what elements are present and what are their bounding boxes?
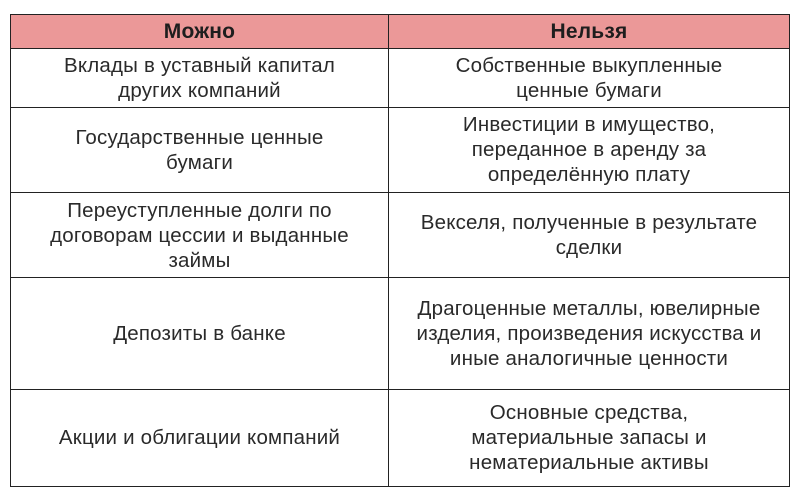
table-header-row xyxy=(11,15,790,49)
table-row xyxy=(11,278,790,390)
cell-cannot-text: Основные средства, материальные запасы и нематериальные активы xyxy=(469,401,709,475)
table-row xyxy=(11,389,790,486)
cell-can-text: Акции и облигации компаний xyxy=(58,426,341,450)
cell-can-text: Государственные ценные бумаги xyxy=(75,125,324,174)
cell-cannot-text: Инвестиции в имущество, переданное в аренду за определённую плату xyxy=(462,113,716,187)
cell-can-text: Вклады в уставный капитал других компаний xyxy=(63,53,336,102)
cell-cannot xyxy=(389,278,790,390)
comparison-table xyxy=(10,14,790,487)
cell-can xyxy=(11,192,389,277)
table-row xyxy=(11,192,790,277)
cell-cannot xyxy=(389,192,790,277)
cell-cannot xyxy=(389,49,790,108)
cell-cannot-text: Векселя, полученные в результате сделки xyxy=(420,211,758,260)
cell-can-text: Депозиты в банке xyxy=(113,321,286,345)
cell-cannot-text: Собственные выкупленные ценные бумаги xyxy=(455,53,723,102)
cell-can xyxy=(11,278,389,390)
cell-can xyxy=(11,389,389,486)
cell-can-text: Переуступленные долги по договорам цессии и выданные займы xyxy=(50,198,349,272)
cell-can xyxy=(11,107,389,192)
cell-cannot xyxy=(389,107,790,192)
table-row xyxy=(11,107,790,192)
cell-cannot xyxy=(389,389,790,486)
header-cannot: Нельзя xyxy=(389,15,790,49)
header-can: Можно xyxy=(11,15,389,49)
cell-can xyxy=(11,49,389,108)
table-row xyxy=(11,49,790,108)
cell-cannot-text: Драгоценные металлы, ювелирные изделия, произведения искусства и иные аналогичные ценности xyxy=(416,296,762,370)
